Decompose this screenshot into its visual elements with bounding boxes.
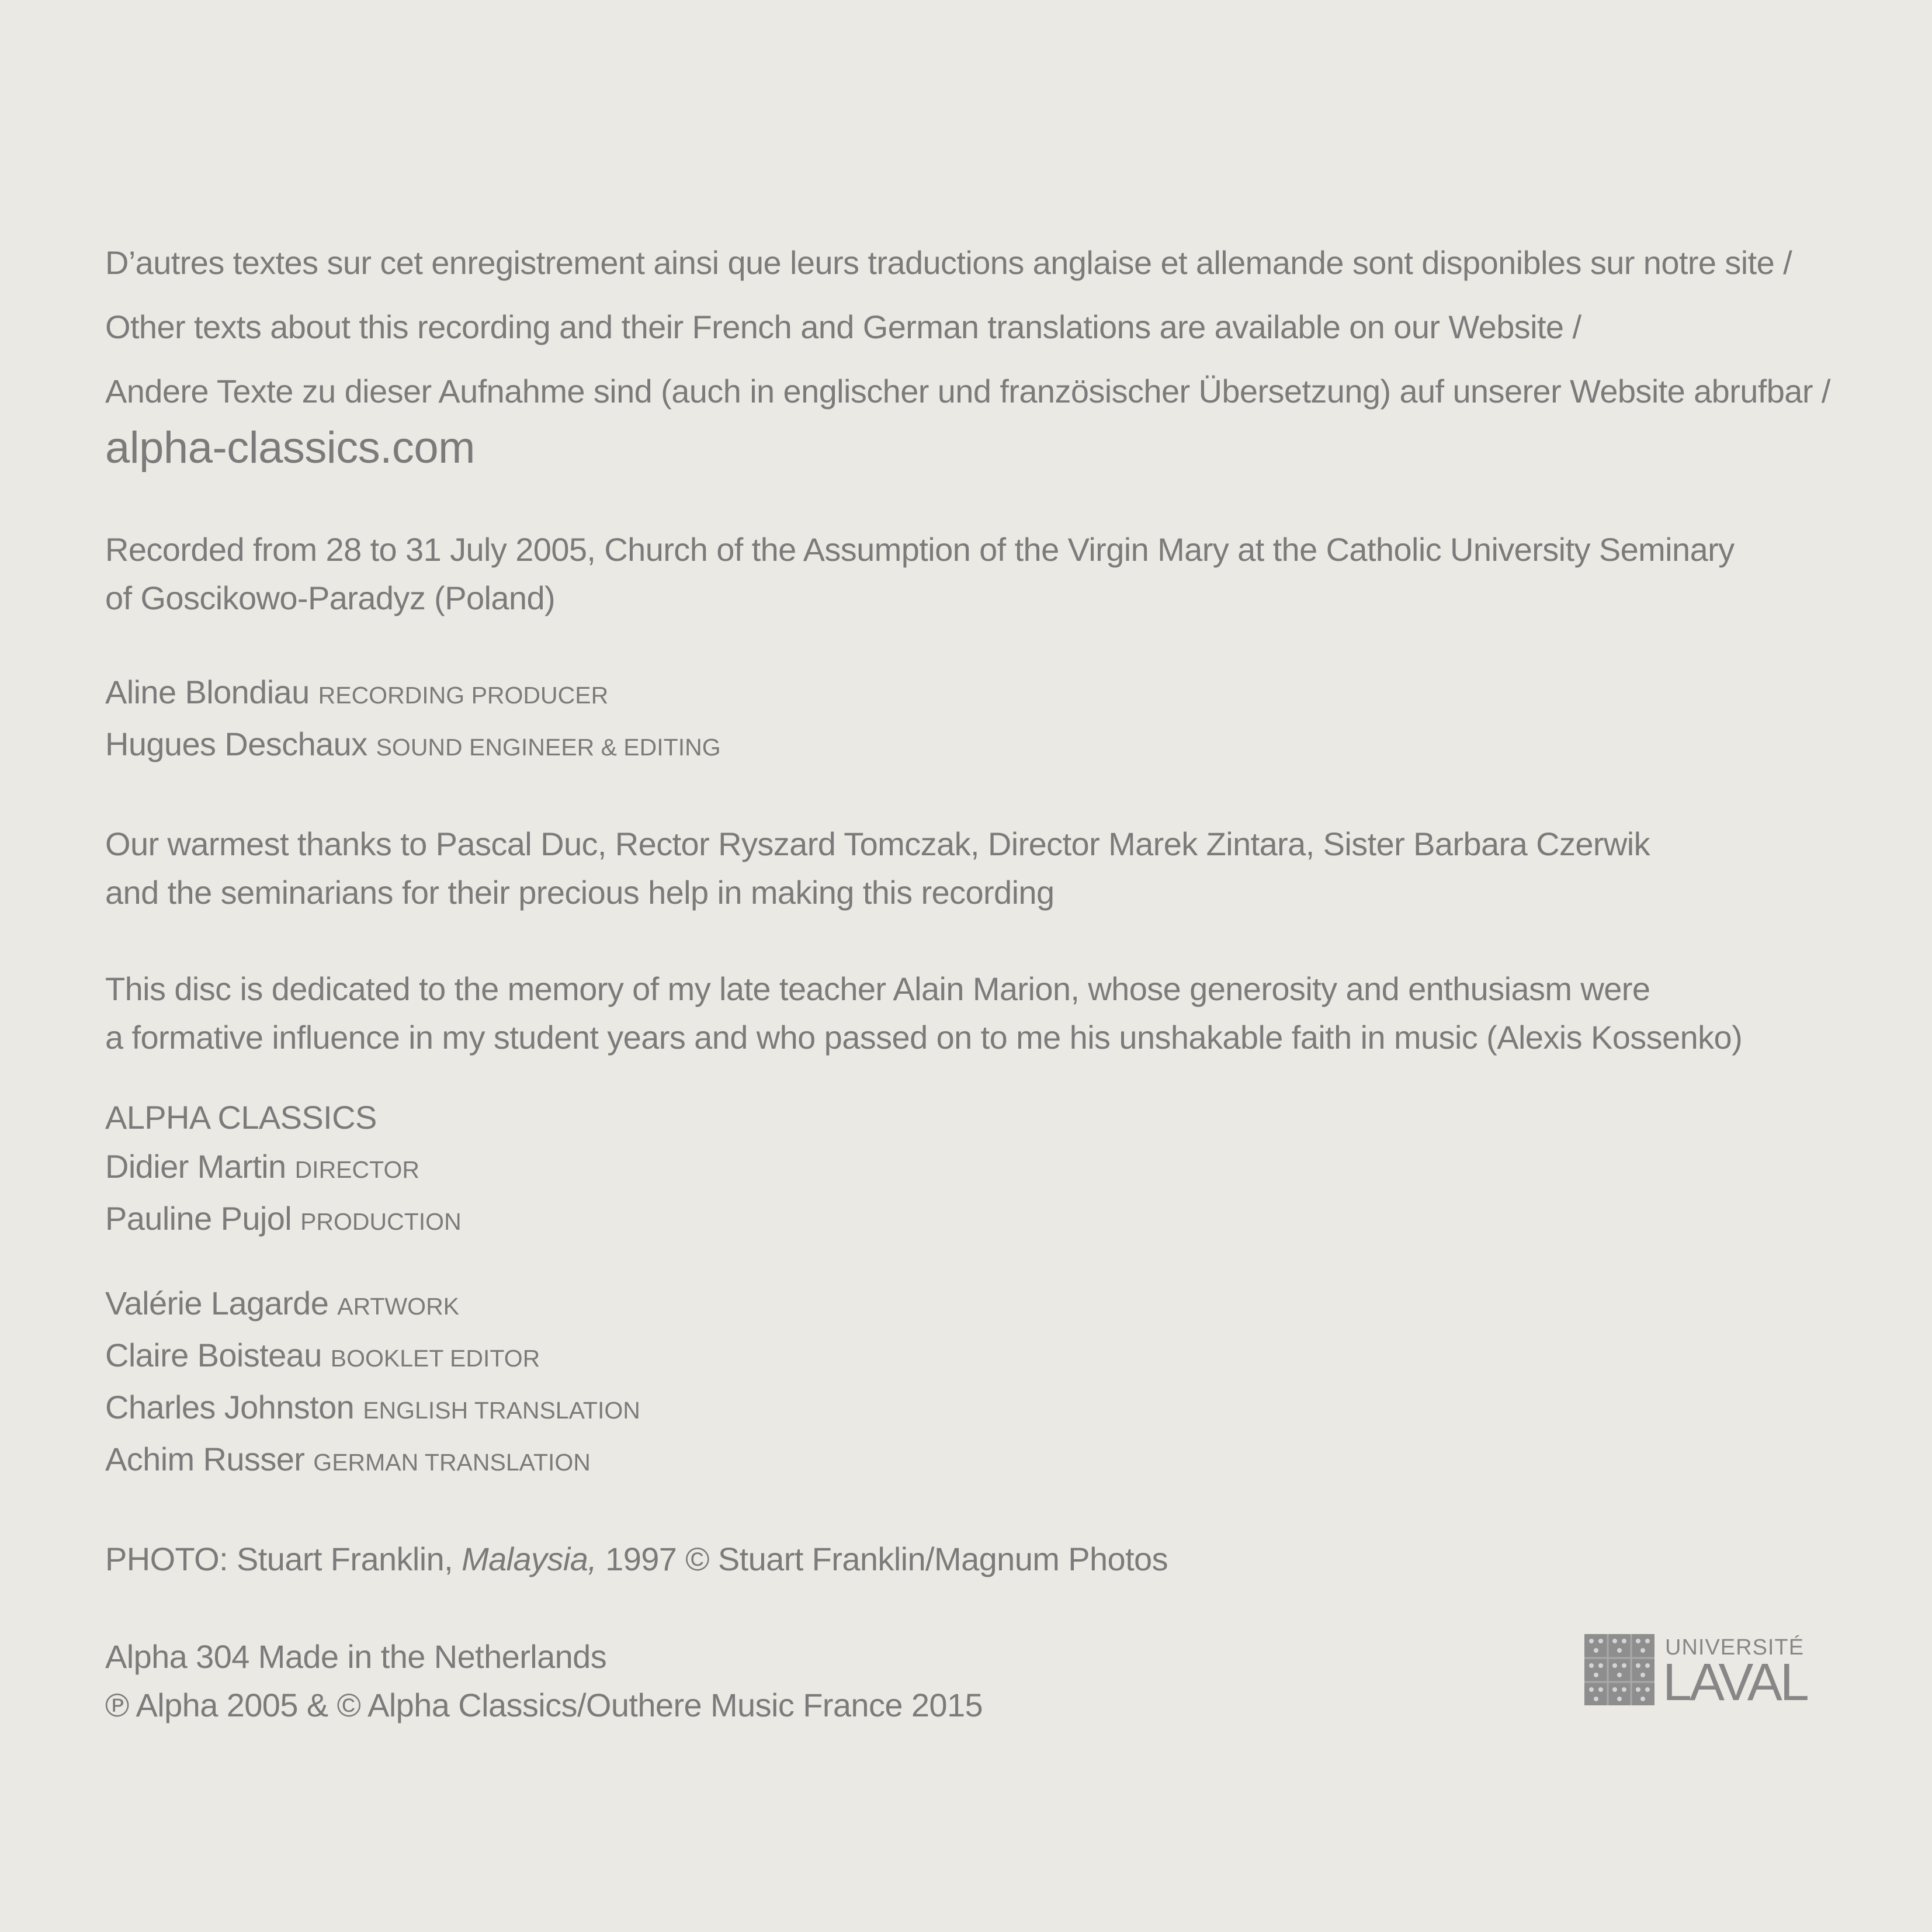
credit-line [105, 1331, 1858, 1383]
credit-line [105, 1142, 1858, 1194]
recording-credits [105, 668, 1858, 772]
acknowledgements-line: and the seminarians for their precious help in making this recording [105, 874, 1055, 911]
credits-page [105, 231, 1858, 1729]
university-shield-icon [1584, 1634, 1654, 1705]
recording-info [105, 525, 1858, 622]
credit-role: SOUND ENGINEER & EDITING [376, 734, 721, 761]
website-notice-fr: D’autres textes sur cet enregistrement ainsi que leurs traductions anglaise et allemande sont disponibles sur notre site / [105, 244, 1792, 281]
label-name: ALPHA CLASSICS [105, 1099, 377, 1136]
dedication-line: This disc is dedicated to the memory of my late teacher Alain Marion, whose generosity and enthusiasm were [105, 970, 1650, 1007]
recording-info-line: Recorded from 28 to 31 July 2005, Church of the Assumption of the Virgin Mary at the Catholic University Seminary [105, 531, 1735, 568]
credit-name: Didier Martin [105, 1148, 286, 1185]
credit-role: RECORDING PRODUCER [318, 682, 609, 709]
website-notice [105, 231, 1858, 477]
credit-name: Claire Boisteau [105, 1337, 322, 1373]
website-url[interactable]: alpha-classics.com [105, 423, 475, 473]
credit-name: Valérie Lagarde [105, 1285, 329, 1321]
photo-title: Malaysia, [462, 1541, 597, 1577]
logo-laval-text: LAVAL [1663, 1653, 1807, 1712]
credit-name: Hugues Deschaux [105, 726, 367, 762]
production-credits [105, 1279, 1858, 1487]
acknowledgements [105, 820, 1858, 917]
universite-laval-logo [1584, 1634, 1807, 1712]
copyright-line: ℗ Alpha 2005 & © Alpha Classics/Outhere Music France 2015 [105, 1687, 983, 1723]
dedication [105, 965, 1858, 1062]
credit-name: Pauline Pujol [105, 1200, 292, 1237]
website-notice-en: Other texts about this recording and their French and German translations are available on our Website / [105, 308, 1581, 345]
credit-role: DIRECTOR [294, 1156, 419, 1183]
acknowledgements-line: Our warmest thanks to Pascal Duc, Rector Ryszard Tomczak, Director Marek Zintara, Sister Barbara Czerwik [105, 825, 1650, 862]
credit-line [105, 1383, 1858, 1435]
photo-credit-prefix: PHOTO: Stuart Franklin, [105, 1541, 462, 1577]
credit-line [105, 1279, 1858, 1331]
credit-role: BOOKLET EDITOR [330, 1345, 540, 1372]
label-credits [105, 1093, 1858, 1246]
credit-line [105, 668, 1858, 720]
credit-name: Achim Russer [105, 1441, 305, 1477]
credit-role: ENGLISH TRANSLATION [363, 1397, 640, 1424]
dedication-line: a formative influence in my student years and who passed on to me his unshakable faith in music (Alexis Kossenko) [105, 1019, 1743, 1056]
photo-credit [105, 1535, 1858, 1583]
logo-universite-text: UNIVERSITÉ [1665, 1635, 1805, 1660]
credit-line [105, 1435, 1858, 1487]
credit-role: PRODUCTION [300, 1208, 462, 1235]
credit-line [105, 720, 1858, 772]
recording-info-line: of Goscikowo-Paradyz (Poland) [105, 580, 556, 616]
catalog-number: Alpha 304 Made in the Netherlands [105, 1638, 607, 1675]
credit-name: Aline Blondiau [105, 674, 310, 710]
website-notice-de: Andere Texte zu dieser Aufnahme sind (auch in englischer und französischer Übersetzung) auf unserer Website abrufbar / [105, 373, 1830, 410]
photo-credit-suffix: 1997 © Stuart Franklin/Magnum Photos [596, 1541, 1168, 1577]
credit-line [105, 1194, 1858, 1246]
credit-name: Charles Johnston [105, 1389, 355, 1425]
credit-role: GERMAN TRANSLATION [313, 1449, 591, 1476]
credit-role: ARTWORK [337, 1293, 460, 1320]
